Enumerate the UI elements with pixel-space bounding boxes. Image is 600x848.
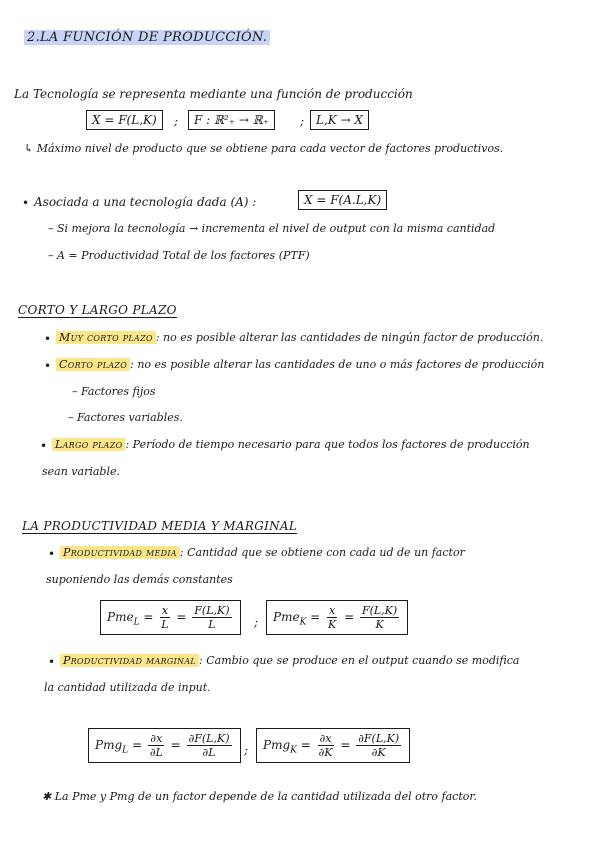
- bullet-dot: •: [40, 439, 48, 453]
- bullet-dot: •: [44, 359, 52, 373]
- muy-corto-plazo-item: Muy corto plazo : no es posible alterar las cantidades de ningún factor de producción.: [56, 330, 543, 346]
- largo-plazo-item: Largo plazo : Período de tiempo necesario para que todos los factores de producción: [52, 437, 530, 453]
- formula-pme-L: Pme$_L$ = $\frac{x}{L}$ = $\frac{F(L,K)}{L}$: [100, 600, 241, 635]
- final-note: ✱ La Pme y Pmg de un factor depende de la cantidad utilizada del otro factor.: [42, 790, 477, 803]
- formula-pmg-L: Pmg$_L$ = $\frac{\partial x}{\partial L}$ = $\frac{\partial F(L,K)}{\partial L}$: [88, 728, 241, 763]
- separator: ;: [174, 114, 179, 128]
- formula-pmg-K: Pmg$_K$ = $\frac{\partial x}{\partial K}$ = $\frac{\partial F(L,K)}{\partial K}$: [256, 728, 410, 763]
- separator: ;: [244, 743, 249, 757]
- separator: ;: [254, 615, 259, 629]
- section-heading-corto-largo: CORTO Y LARGO PLAZO: [18, 303, 177, 317]
- bullet-dot: •: [22, 196, 30, 210]
- productividad-marginal-item: Productividad marginal : Cambio que se produce en el output cuando se modifica: [60, 653, 519, 669]
- bullet-dot: •: [48, 547, 56, 561]
- corto-plazo-item: Corto plazo : no es posible alterar las cantidades de uno o más factores de producción: [56, 357, 544, 373]
- productividad-media-item: Productividad media : Cantidad que se obtiene con cada ud de un factor: [60, 545, 465, 561]
- separator: ;: [300, 114, 305, 128]
- factores-variables: – Factores variables.: [68, 411, 183, 424]
- section-heading-productividad: LA PRODUCTIVIDAD MEDIA Y MARGINAL: [22, 519, 298, 533]
- formula-tech: X = F(A.L,K): [298, 190, 387, 210]
- factores-fijos: – Factores fijos: [72, 385, 156, 398]
- bullet-dot: •: [44, 332, 52, 346]
- productividad-marginal-continuation: la cantidad utilizada de input.: [44, 681, 211, 694]
- tech-sub-item-2: – A = Productividad Total de los factores (PTF): [48, 249, 310, 262]
- formula-mapping: F : ℝ²₊ → ℝ₊: [188, 110, 275, 130]
- formula-inputs-output: L,K → X: [310, 110, 369, 130]
- formula-pme-K: Pme$_K$ = $\frac{x}{K}$ = $\frac{F(L,K)}{K}$: [266, 600, 408, 635]
- max-output-note: ↳ Máximo nivel de producto que se obtiene para cada vector de factores productivos.: [24, 142, 504, 155]
- intro-text: La Tecnología se representa mediante una función de producción: [14, 87, 413, 101]
- productividad-media-continuation: suponiendo las demás constantes: [46, 573, 233, 586]
- tech-sub-item-1: – Si mejora la tecnología → incrementa el nivel de output con la misma cantidad: [48, 222, 496, 235]
- page-title: 2.LA FUNCIÓN DE PRODUCCIÓN.: [24, 30, 270, 46]
- largo-plazo-continuation: sean variable.: [42, 465, 120, 478]
- formula-production-function: X = F(L,K): [86, 110, 163, 130]
- bullet-dot: •: [48, 655, 56, 669]
- tech-bullet-text: Asociada a una tecnología dada (A) :: [34, 195, 257, 209]
